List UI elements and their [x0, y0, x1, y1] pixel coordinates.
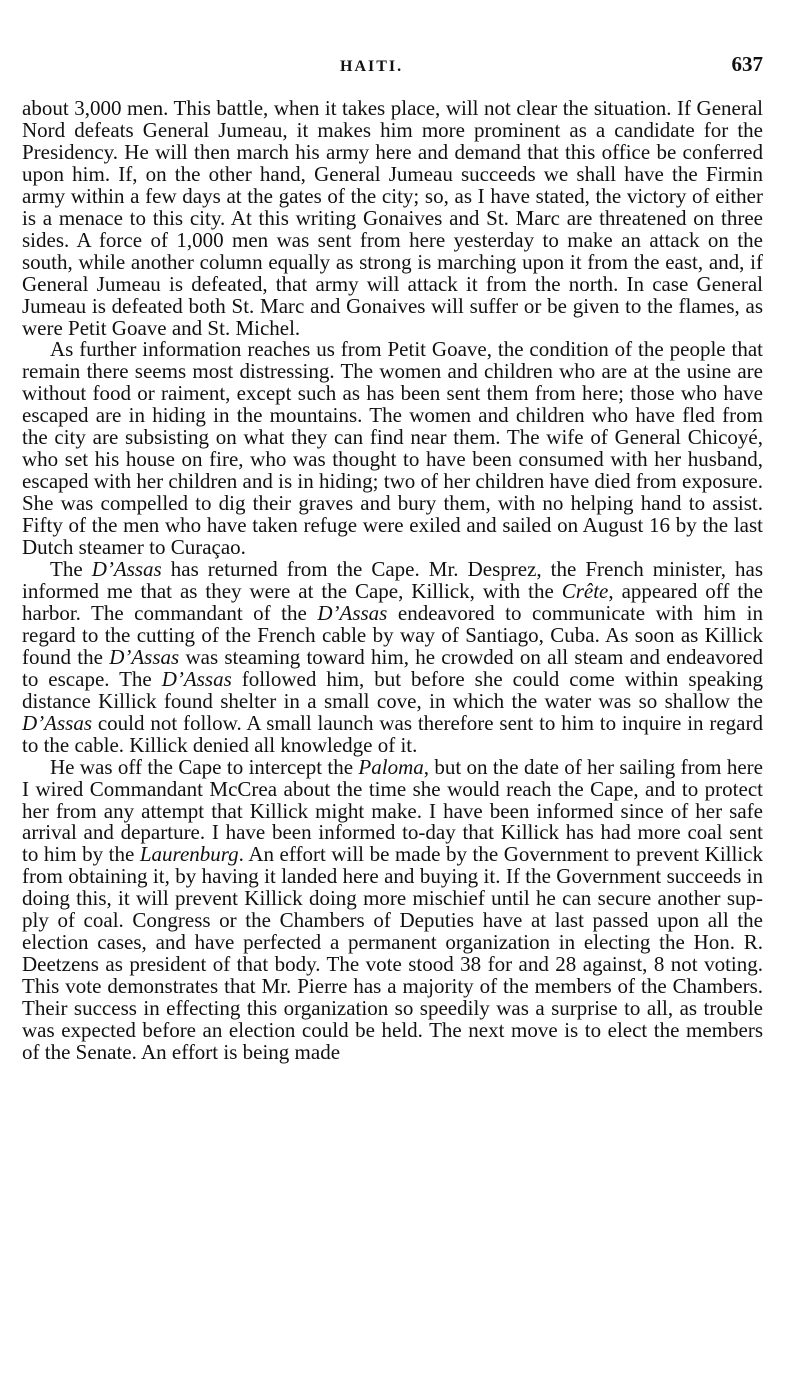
- italic-text-segment: Paloma: [358, 754, 424, 779]
- text-segment: As further information reaches us from Petit Goave, the condition of the people that remain there seems most distressing. The women and children who are at the usine are without food or raiment, except such as has been sent them from here; those who have escaped are in hiding in the mountains. The women and children who have fled from the city are subsisting on what they can find near them. The wife of General Chicoyé, who set his house on fire, who was thought to have been consumed with her husband, escaped with her children and is in hiding; two of her children have died from exposure. She was compelled to dig their graves and bury them, with no helping hand to assist. Fifty of the men who have taken refuge were exiled and sailed on August 16 by the last Dutch steamer to Curaçao.: [22, 337, 763, 560]
- italic-text-segment: D’Assas: [91, 557, 162, 582]
- page-body: [22, 98, 763, 1064]
- running-title: HAITI.: [340, 58, 404, 75]
- text-segment: He was off the Cape to intercept the: [50, 754, 359, 779]
- text-segment: The: [50, 557, 92, 582]
- text-segment: followed him, but before she could come within speaking distance Killick found shelter in a small cove, in which the water was so shallow the: [22, 666, 763, 713]
- page-header: [340, 52, 763, 86]
- italic-text-segment: D’Assas: [161, 666, 232, 691]
- text-segment: endeavored to communicate with him in regard to the cutting of the French cable by way of Santiago, Cuba. As soon as Killick found the: [22, 600, 763, 669]
- italic-text-segment: D’Assas: [317, 600, 388, 625]
- text-segment: could not follow. A small launch was therefore sent to him to inquire in regard to the cable. Killick denied all knowledge of it.: [22, 710, 763, 757]
- text-segment: was steaming toward him, he crowded on all steam and endeavored to escape. The: [22, 644, 763, 691]
- paragraph-1: [22, 98, 763, 339]
- text-segment: about 3,000 men. This battle, when it takes place, will not clear the situation. If General Nord defeats General Jumeau, it makes him more prominent as a candidate for the Presidency. He will then march his army here and demand that this office be conferred upon him. If, on the other hand, General Jumeau succeeds we shall have the Firmin army within a few days at the gates of the city; so, as I have stated, the victory of either is a menace to this city. At this writing Gonaives and St. Marc are threatened on three sides. A force of 1,000 men was sent from here yesterday to make an attack on the south, while another column equally as strong is marching upon it from the east, and, if General Jumeau is defeated, that army will attack it from the north. In case General Jumeau is defeated both St. Marc and Gonaives will suffer or be given to the flames, as were Petit Goave and St. Michel.: [22, 96, 763, 340]
- text-segment: has returned from the Cape. Mr. Desprez, the French minister, has informed me that as they were at the Cape, Killick, with the: [22, 557, 764, 603]
- paragraph-2: [22, 339, 763, 559]
- text-segment: . An effort will be made by the Government to prevent Killick from obtaining it, by having it landed here and buying it. If the Government succeeds in doing this, it will prevent Killick doing more mischief until he can secure another supply of coal. Congress or the Chambers of Deputies have at last passed upon all the election cases, and have perfected a permanent organization in electing the Hon. R. Deetzens as president of that body. The vote stood 38 for and 28 against, 8 not voting. This vote demonstrates that Mr. Pierre has a majority of the members of the Chambers. Their success in effecting this organization so speedily was a surprise to all, as trouble was expected before an election could be held. The next move is to elect the members of the Senate. An effort is being made: [22, 842, 763, 1064]
- italic-text-segment: Laurenburg: [139, 842, 239, 867]
- italic-text-segment: D’Assas: [22, 710, 93, 735]
- paragraph-3: [22, 559, 763, 757]
- italic-text-segment: Crête: [561, 578, 609, 603]
- paragraph-4: [22, 754, 763, 1064]
- text-segment: , but on the date of her sailing from here I wired Commandant McCrea about the time she would reach the Cape, and to protect her from any attempt that Killick might make. I have been informed since of her safe arrival and departure. I have been informed to-day that Killick has had more coal sent to him by the: [22, 754, 763, 867]
- italic-text-segment: D’Assas: [109, 644, 180, 669]
- text-segment: , appeared off the harbor. The commandant of the: [22, 578, 764, 625]
- page-number: 637: [731, 52, 763, 76]
